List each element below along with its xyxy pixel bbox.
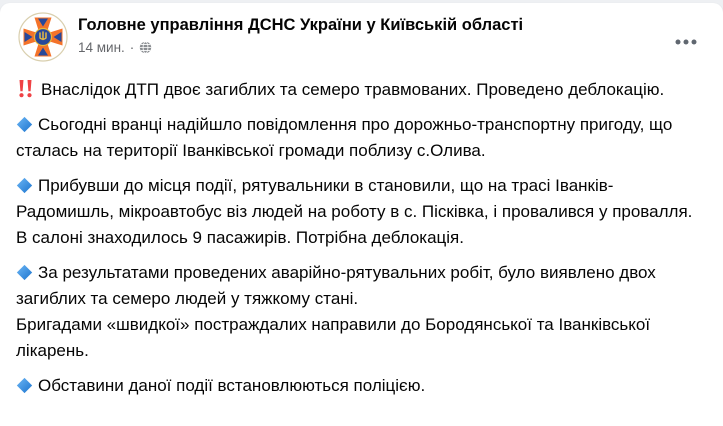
paragraph-text: Внаслідок ДТП двоє загиблих та семеро травмованих. Проведено деблокацію. bbox=[41, 80, 665, 99]
page-name-link[interactable]: Головне управління ДСНС України у Київській області bbox=[78, 16, 524, 34]
post-paragraph bbox=[16, 173, 707, 251]
blue-diamond-icon bbox=[16, 177, 33, 194]
globe-public-icon bbox=[139, 41, 152, 54]
header-info bbox=[78, 12, 523, 55]
blue-diamond-icon bbox=[16, 377, 33, 394]
post-paragraph bbox=[16, 112, 707, 164]
paragraph-text: Обставини даної події встановлюються поліцією. bbox=[38, 376, 426, 395]
post-paragraph bbox=[16, 373, 707, 399]
facebook-post-card bbox=[0, 3, 723, 426]
double-exclamation-icon bbox=[16, 79, 36, 98]
blue-diamond-icon bbox=[16, 264, 33, 281]
ellipsis-icon bbox=[675, 32, 697, 50]
paragraph-text: Сьогодні вранці надійшло повідомлення про дорожньо-транспортну пригоду, що сталась на території Іванківської громади поблизу с.Олива. bbox=[16, 115, 673, 160]
post-meta[interactable] bbox=[78, 40, 523, 55]
post-paragraph bbox=[16, 77, 707, 103]
paragraph-text: Прибувши до місця події, рятувальники в становили, що на трасі Іванків-Радомишль, мікроавтобус віз людей на роботу в с. Пісківка, і провалився у провалля. В салоні знаходилось 9 пасажирів. Потрібна деблокація. bbox=[16, 176, 693, 247]
page-avatar[interactable] bbox=[18, 12, 68, 62]
post-header bbox=[0, 3, 723, 62]
post-text-body bbox=[0, 62, 723, 399]
post-timestamp[interactable]: 14 мин. bbox=[78, 40, 125, 55]
blue-diamond-icon bbox=[16, 116, 33, 133]
meta-separator: · bbox=[129, 40, 135, 55]
paragraph-text: Бригадами «швидкої» постраждалих направили до Бородянської та Іванківської лікарень. bbox=[16, 315, 651, 360]
dsns-emblem-icon bbox=[18, 49, 68, 66]
post-paragraph bbox=[16, 260, 707, 364]
post-more-menu-button[interactable] bbox=[670, 29, 702, 53]
paragraph-text: За результатами проведених аварійно-рятувальних робіт, було виявлено двох загиблих та семеро людей у тяжкому стані. bbox=[16, 263, 656, 308]
